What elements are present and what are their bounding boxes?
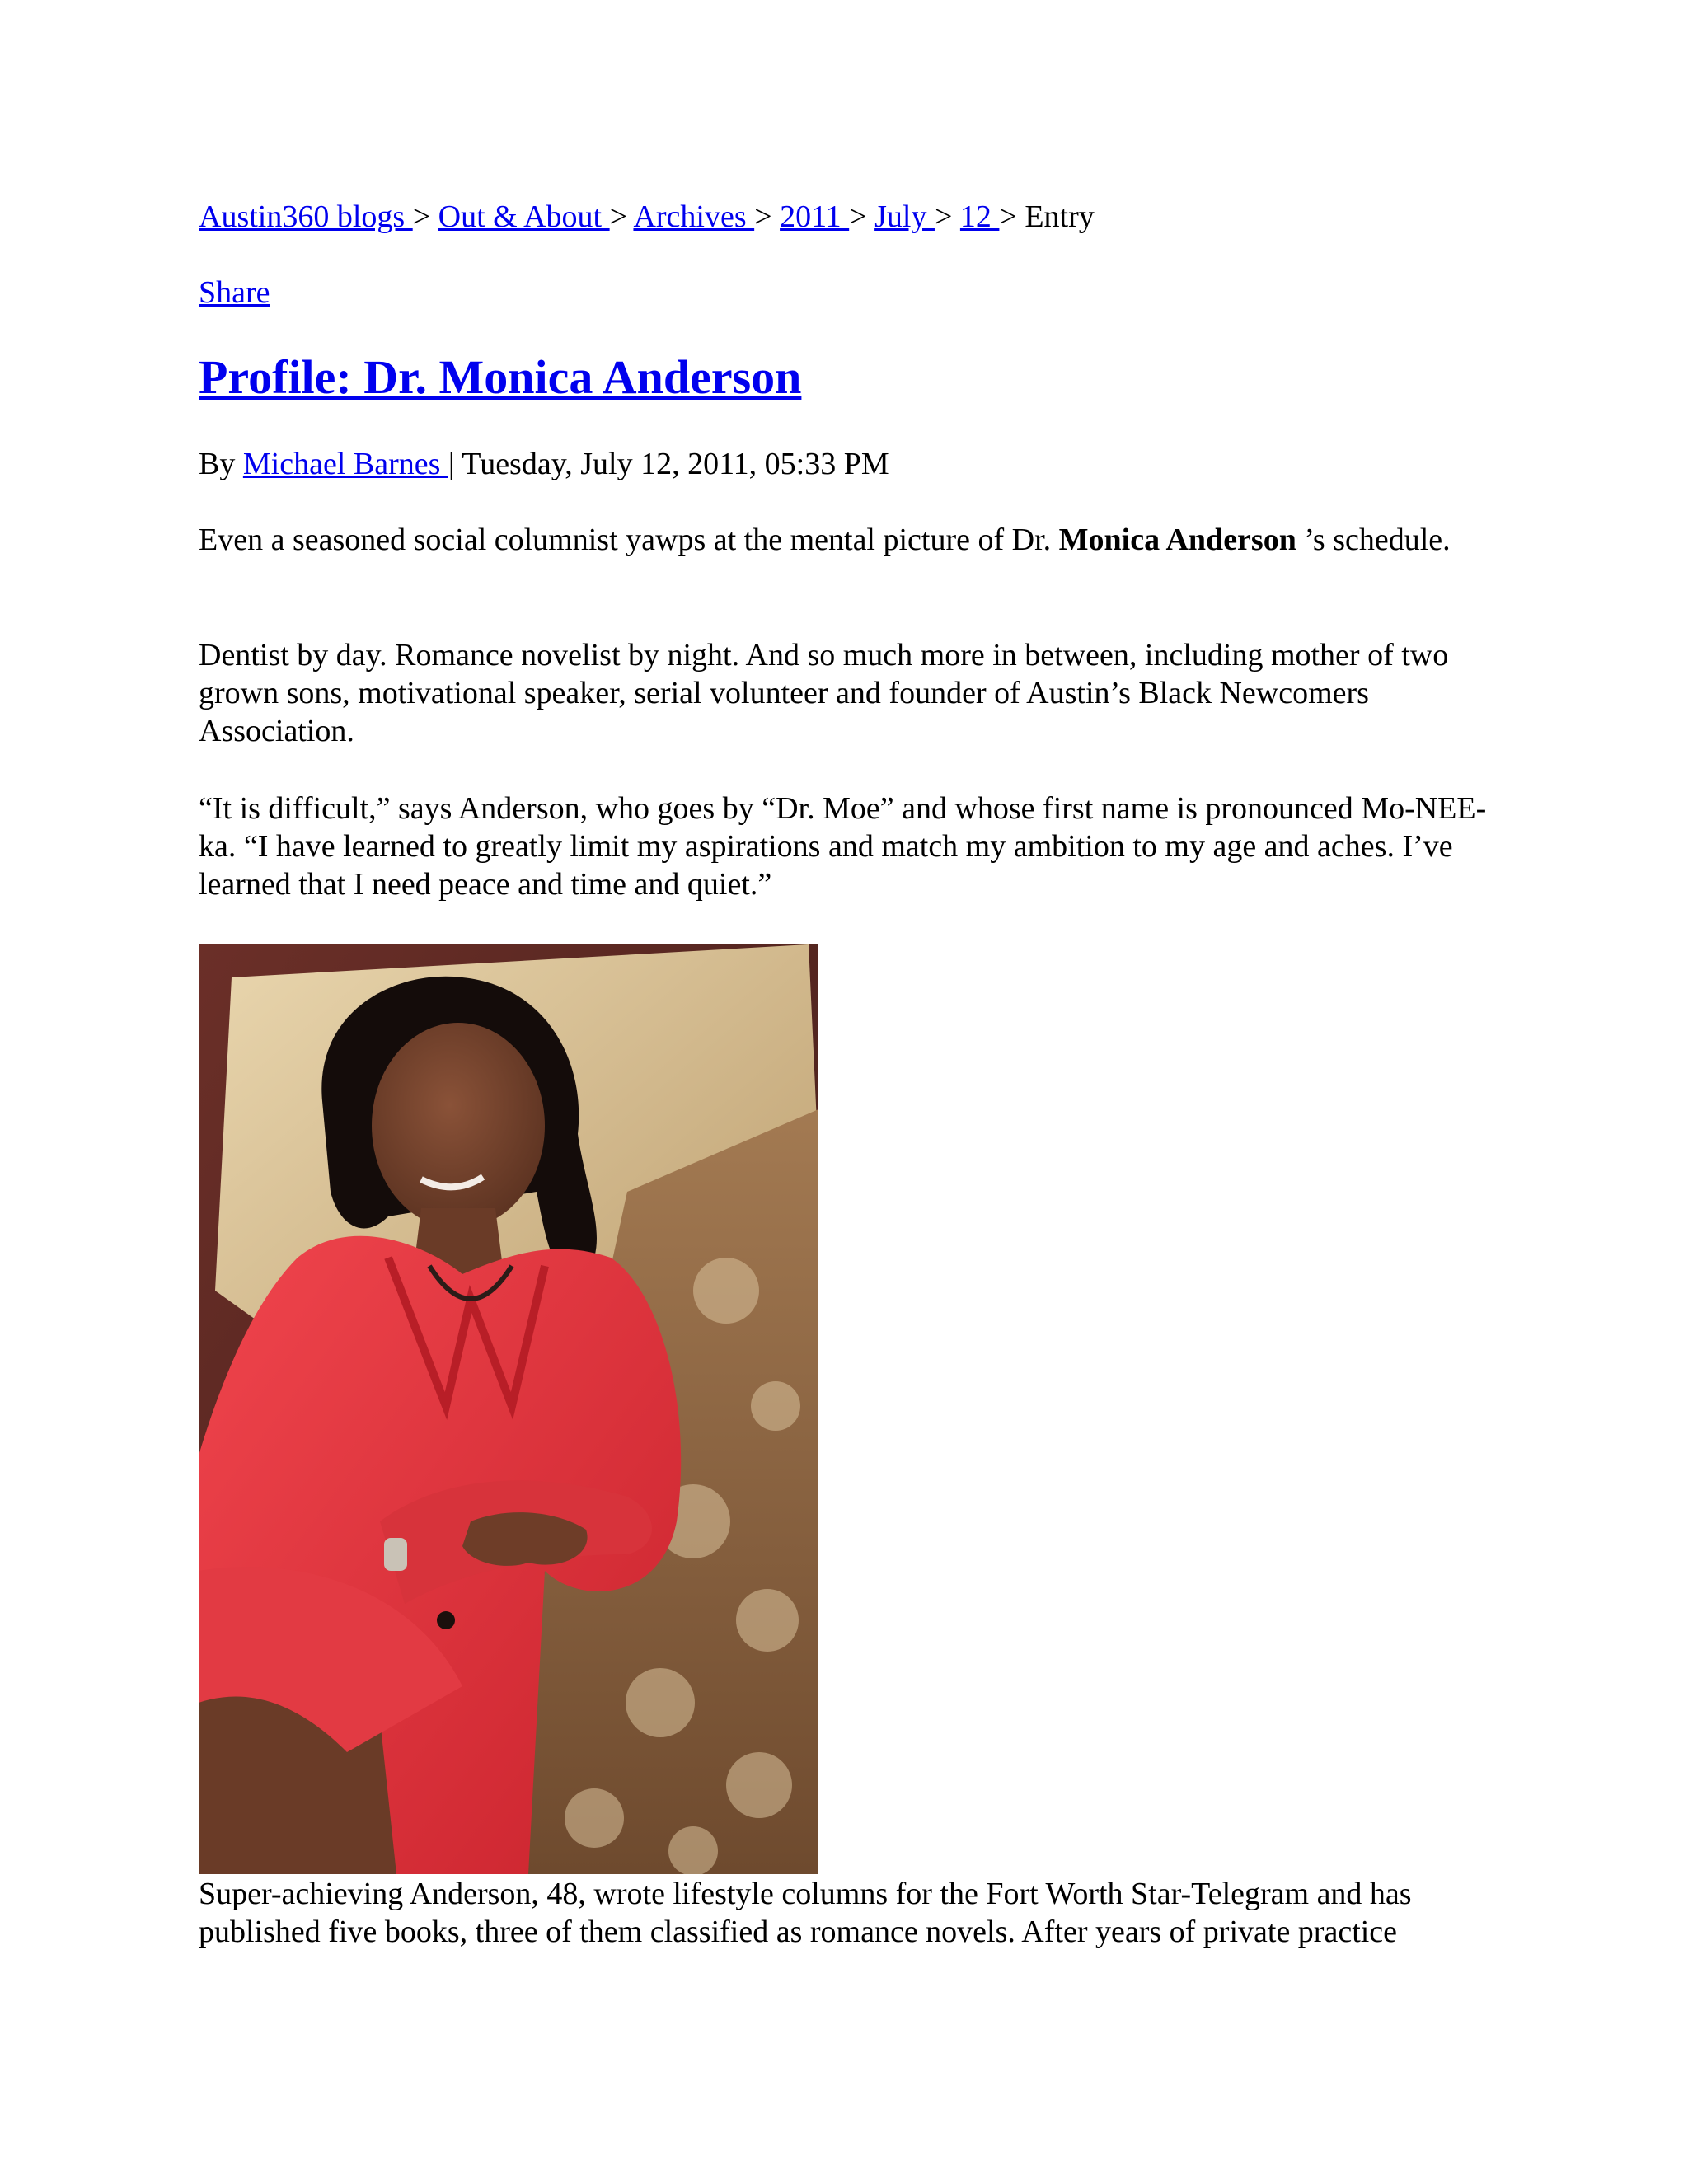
author-link[interactable]: Michael Barnes (242, 447, 448, 481)
profile-photo-illustration (199, 944, 818, 1874)
article-title (199, 348, 801, 407)
breadcrumb-separator: > (999, 199, 1025, 234)
subject-name-bold: Monica Anderson (1058, 523, 1296, 557)
share-link[interactable]: Share (199, 275, 270, 310)
byline-prefix: By (199, 447, 243, 481)
photo-button-2 (437, 1611, 455, 1629)
byline (199, 443, 889, 485)
paragraph-3: “It is difficult,” says Anderson, who goes by “Dr. Moe” and whose first name is pronounced Mo-NEE-ka. “I have learned to greatly limit my aspirations and match my ambition to my age and aches. I’ve learned that I need peace and time and quiet.” (199, 791, 1487, 902)
share-row (199, 272, 270, 313)
paragraph-1-text-start: Even a seasoned social columnist yawps at the mental picture of Dr. (199, 523, 1059, 557)
photo-face (372, 1023, 545, 1229)
photo-watch (384, 1538, 407, 1571)
paragraph-1 (199, 521, 1501, 559)
paragraph-1-text-end: ’s schedule. (1296, 523, 1451, 557)
breadcrumb-link-july[interactable]: July (874, 199, 935, 234)
breadcrumb-separator: > (609, 199, 634, 234)
breadcrumb-link-12[interactable]: 12 (959, 199, 1000, 234)
article-title-link[interactable]: Profile: Dr. Monica Anderson (199, 350, 802, 404)
paragraph-4: Super-achieving Anderson, 48, wrote lifestyle columns for the Fort Worth Star-Telegram and has published five books, three of them classified as romance novels. After years of private practice (199, 1877, 1412, 1949)
breadcrumb-link-archives[interactable]: Archives (633, 199, 755, 234)
breadcrumb-separator: > (934, 199, 960, 234)
breadcrumb-separator: > (412, 199, 438, 234)
breadcrumb-link-2011[interactable]: 2011 (780, 199, 850, 234)
breadcrumb-link-out-and-about[interactable]: Out & About (438, 199, 610, 234)
breadcrumb-separator: > (754, 199, 781, 234)
paragraph-2: Dentist by day. Romance novelist by night. And so much more in between, including mother of two grown sons, motivational speaker, serial volunteer and founder of Austin’s Black Newcomers Association. (199, 638, 1449, 748)
breadcrumb-link-austin360-blogs[interactable]: Austin360 blogs (199, 199, 413, 234)
profile-photo (199, 944, 818, 1874)
byline-date: | Tuesday, July 12, 2011, 05:33 PM (448, 447, 889, 481)
breadcrumb (199, 196, 1095, 237)
breadcrumb-separator: > (849, 199, 875, 234)
breadcrumb-current: Entry (1025, 199, 1095, 234)
